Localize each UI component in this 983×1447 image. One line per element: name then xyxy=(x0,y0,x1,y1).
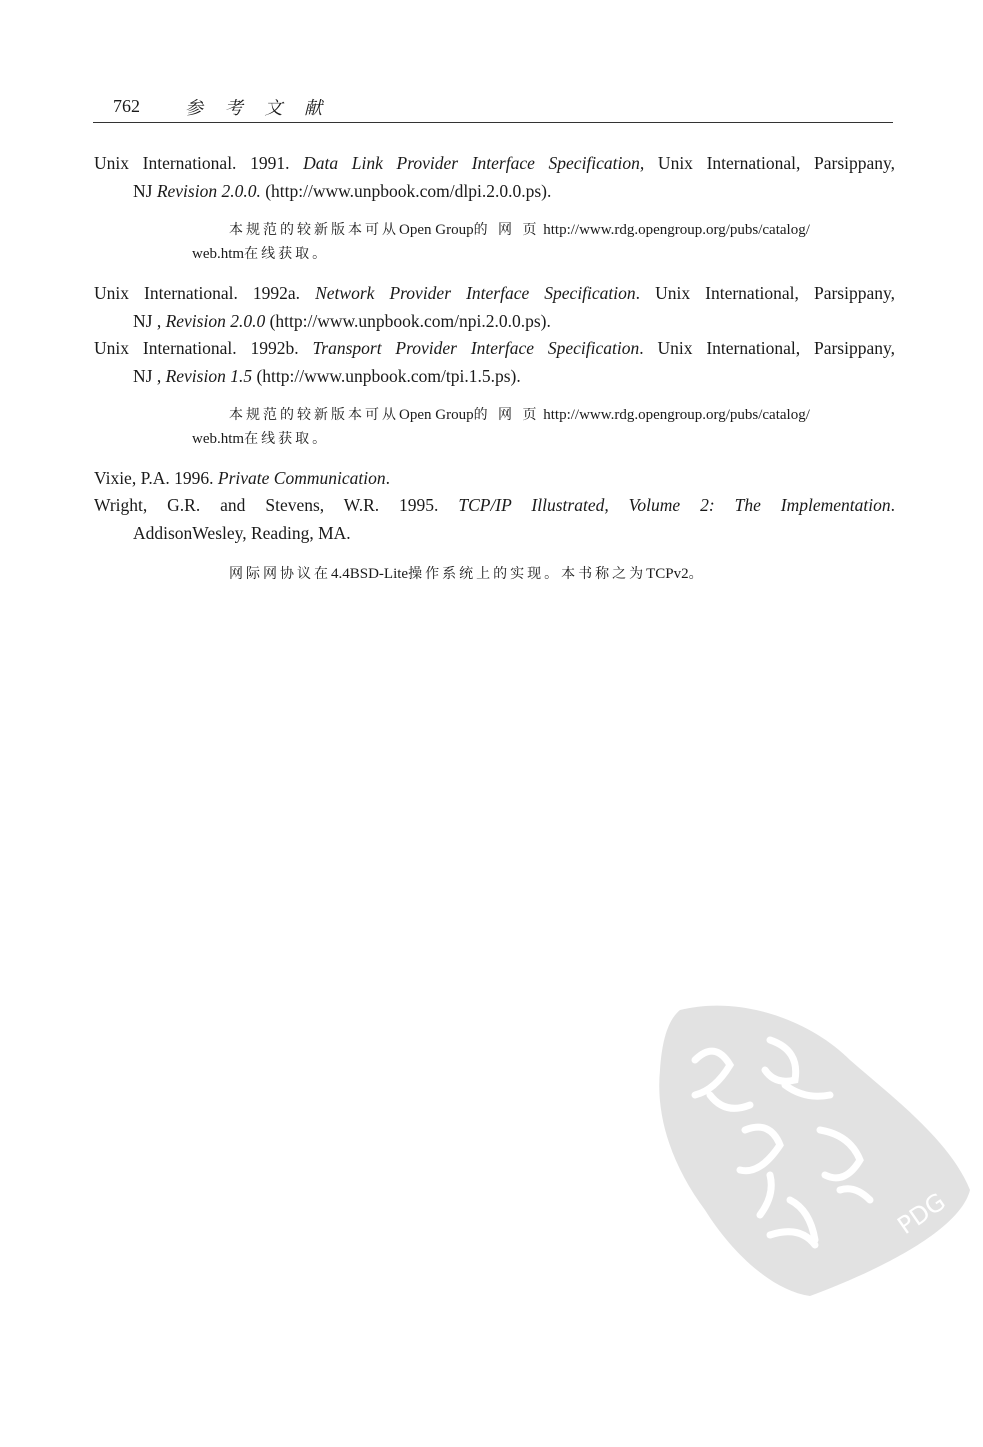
reference-line: Unix International. 1991. Data Link Provider Interface Specification, Unix International, Parsippany, xyxy=(94,153,896,173)
reference-line: Unix International. 1992b. Transport Provider Interface Specification. Unix International, Parsippany, xyxy=(94,338,895,358)
reference-note xyxy=(229,562,932,586)
note-url: http://www.rdg.opengroup.org/pubs/catalog/ xyxy=(539,222,810,238)
reference-line: NJ , Revision 1.5 (http://www.unpbook.com/tpi.1.5.ps). xyxy=(133,366,521,386)
reference-line: Unix International. 1992a. Network Provider Interface Specification. Unix International, Parsippany, xyxy=(94,283,895,303)
reference-line: AddisonWesley, Reading, MA. xyxy=(133,523,351,543)
reference-url: (http://www.unpbook.com/tpi.1.5.ps). xyxy=(252,366,521,386)
reference-line: Wright, G.R. and Stevens, W.R. 1995. TCP/IP Illustrated, Volume 2: The Implementation. xyxy=(94,495,895,515)
note-line: 网际网协议在4.4BSD-Lite操作系统上的实现。本书称之为TCPv2。 xyxy=(229,566,706,582)
reference-line: Vixie, P.A. 1996. Private Communication. xyxy=(94,468,390,488)
reference-revision: Revision 1.5 xyxy=(165,366,253,386)
page-number: 762 xyxy=(113,96,140,116)
reference-entry xyxy=(94,279,895,335)
reference-title: Transport Provider Interface Specification xyxy=(312,338,640,358)
reference-url: (http://www.unpbook.com/npi.2.0.0.ps). xyxy=(265,311,551,331)
reference-title: Private Communication xyxy=(217,468,386,488)
reference-title: TCP/IP Illustrated, Volume 2: The Implementation xyxy=(458,495,891,515)
reference-revision: Revision 2.0.0 xyxy=(165,311,266,331)
page-header xyxy=(93,92,893,123)
reference-url: (http://www.unpbook.com/dlpi.2.0.0.ps). xyxy=(260,181,552,201)
note-line: 本规范的较新版本可从Open Group的 网 页 http://www.rdg.opengroup.org/pubs/catalog/ xyxy=(229,222,810,238)
note-line: web.htm在线获取。 xyxy=(192,431,330,447)
note-line: 本规范的较新版本可从Open Group的 网 页 http://www.rdg.opengroup.org/pubs/catalog/ xyxy=(229,407,810,423)
reference-line: NJ Revision 2.0.0. (http://www.unpbook.com/dlpi.2.0.0.ps). xyxy=(133,181,552,201)
reference-entry xyxy=(94,149,895,205)
reference-title: Data Link Provider Interface Specification, xyxy=(303,153,645,173)
reference-line: NJ , Revision 2.0.0 (http://www.unpbook.com/npi.2.0.0.ps). xyxy=(133,311,551,331)
reference-entry xyxy=(94,464,895,492)
watermark-text: PDG xyxy=(892,1187,951,1240)
reference-entry xyxy=(94,491,895,547)
reference-note xyxy=(192,403,895,451)
watermark-seal xyxy=(650,1000,980,1300)
reference-revision: Revision 2.0.0. xyxy=(156,181,261,201)
running-head: 参 考 文 献 xyxy=(185,98,331,119)
note-line: web.htm在线获取。 xyxy=(192,246,330,262)
reference-title: Network Provider Interface Specification xyxy=(315,283,636,303)
reference-note xyxy=(192,218,895,266)
note-url: http://www.rdg.opengroup.org/pubs/catalog/ xyxy=(539,407,810,423)
reference-entry xyxy=(94,334,895,390)
